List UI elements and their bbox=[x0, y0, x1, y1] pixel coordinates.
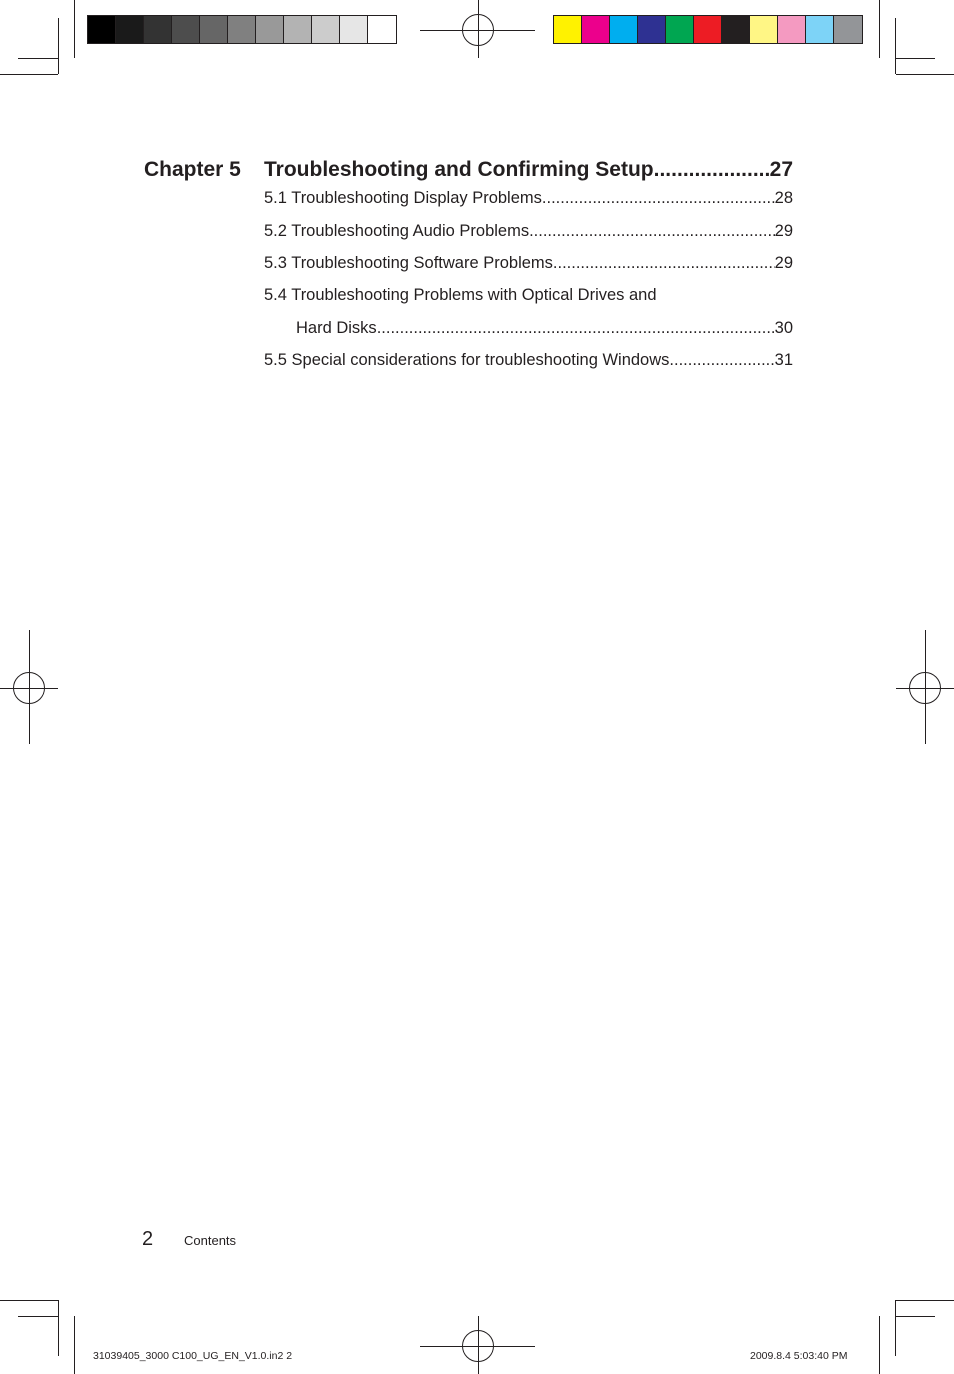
section-title: 5.3 Troubleshooting Software Problems bbox=[264, 254, 553, 272]
process-color-swatch bbox=[666, 16, 694, 43]
process-color-swatch bbox=[750, 16, 778, 43]
process-color-swatch bbox=[806, 16, 834, 43]
process-color-swatch bbox=[638, 16, 666, 43]
section-page-number: 28 bbox=[774, 189, 793, 207]
section-title: 5.1 Troubleshooting Display Problems bbox=[264, 189, 542, 207]
grayscale-swatch bbox=[88, 16, 116, 43]
dot-leader bbox=[377, 319, 775, 338]
grayscale-swatch bbox=[256, 16, 284, 43]
chapter-title: Troubleshooting and Confirming Setup bbox=[264, 158, 654, 181]
chapter-label: Chapter 5 bbox=[144, 158, 241, 181]
toc-section-entry[interactable] bbox=[264, 286, 793, 308]
toc-section-entry-continued[interactable] bbox=[296, 319, 793, 341]
section-page-number: 29 bbox=[774, 254, 793, 272]
process-color-swatch bbox=[722, 16, 750, 43]
chapter-page-number: 27 bbox=[769, 158, 793, 181]
grayscale-swatch bbox=[368, 16, 396, 43]
process-color-swatch bbox=[610, 16, 638, 43]
process-color-swatch bbox=[834, 16, 862, 43]
dot-leader bbox=[529, 222, 775, 241]
dot-leader bbox=[542, 189, 775, 208]
dot-leader bbox=[654, 158, 770, 182]
section-title: 5.5 Special considerations for troubleshooting Windows bbox=[264, 351, 670, 369]
dot-leader bbox=[669, 351, 774, 370]
grayscale-swatch bbox=[116, 16, 144, 43]
grayscale-swatch bbox=[172, 16, 200, 43]
page-number: 2 bbox=[142, 1228, 154, 1250]
slug-timestamp: 2009.8.4 5:03:40 PM bbox=[750, 1350, 848, 1362]
grayscale-swatch bbox=[144, 16, 172, 43]
section-page-number: 30 bbox=[774, 319, 793, 337]
slug-file-name: 31039405_3000 C100_UG_EN_V1.0.in2 2 bbox=[93, 1350, 293, 1362]
toc-section-entry[interactable] bbox=[264, 222, 793, 244]
toc-section-entry[interactable] bbox=[264, 351, 793, 373]
grayscale-swatch bbox=[200, 16, 228, 43]
process-color-swatch bbox=[582, 16, 610, 43]
running-footer-title: Contents bbox=[184, 1233, 237, 1248]
grayscale-swatch bbox=[312, 16, 340, 43]
section-title: Hard Disks bbox=[296, 319, 377, 337]
section-title: 5.4 Troubleshooting Problems with Optical Drives and bbox=[264, 286, 657, 304]
toc-section-entry[interactable] bbox=[264, 254, 793, 276]
section-title: 5.2 Troubleshooting Audio Problems bbox=[264, 222, 530, 240]
toc-section-entry[interactable] bbox=[264, 189, 793, 211]
process-color-swatch bbox=[694, 16, 722, 43]
dot-leader bbox=[553, 254, 775, 273]
process-color-bar bbox=[553, 15, 863, 44]
grayscale-swatch bbox=[228, 16, 256, 43]
grayscale-color-bar bbox=[87, 15, 397, 44]
process-color-swatch bbox=[778, 16, 806, 43]
section-page-number: 31 bbox=[774, 351, 793, 369]
grayscale-swatch bbox=[284, 16, 312, 43]
section-page-number: 29 bbox=[774, 222, 793, 240]
grayscale-swatch bbox=[340, 16, 368, 43]
toc-chapter-entry[interactable] bbox=[144, 158, 793, 188]
process-color-swatch bbox=[554, 16, 582, 43]
